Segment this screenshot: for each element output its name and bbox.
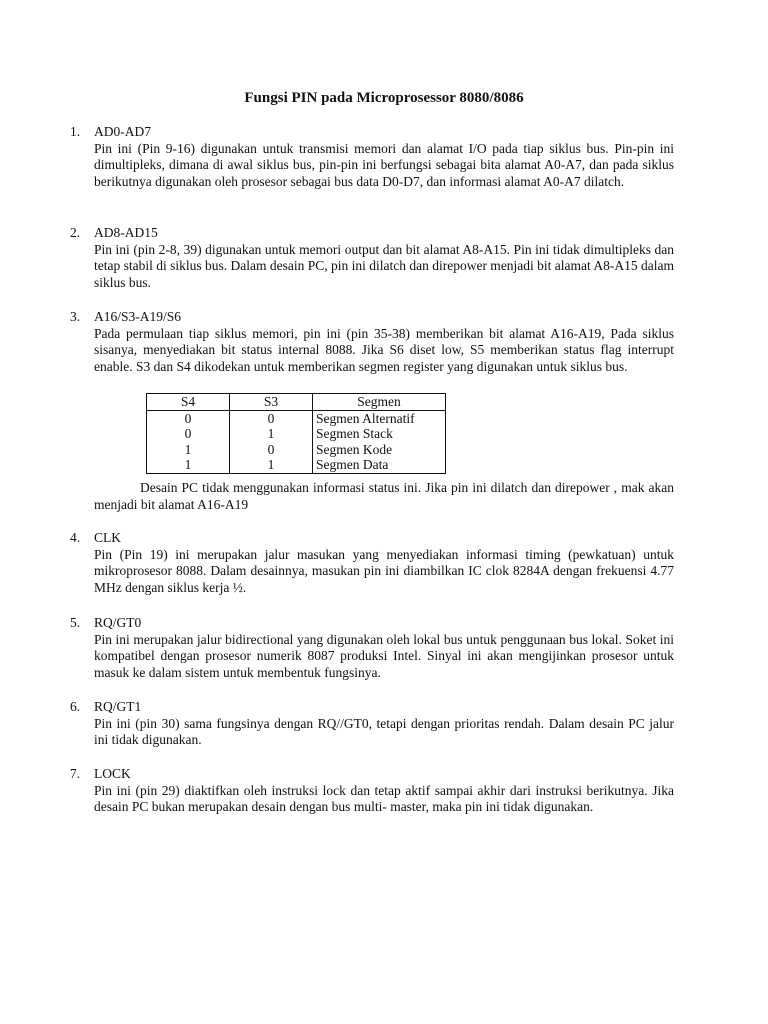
- table-cell: 0: [147, 410, 230, 426]
- table-cell: 0: [230, 410, 313, 426]
- item-number: 4.: [70, 530, 81, 545]
- item-number: 3.: [70, 309, 81, 324]
- table-row: [147, 426, 446, 442]
- column-header-s3: S3: [230, 394, 313, 411]
- page-title: Fungsi PIN pada Microprosessor 8080/8086: [244, 90, 524, 106]
- table-cell: 0: [147, 426, 230, 442]
- item-body: Pin (Pin 19) ini merupakan jalur masukan yang menyediakan informasi timing (pewkatuan) untuk mikroprosesor 8088. Dalam desainnya, masukan pin ini diambilkan IC clok 8284A dengan frekuensi 4.77 MHz dengan siklus kerja ½.: [94, 546, 674, 595]
- table-cell: Segmen Kode: [313, 442, 446, 458]
- item-number: 1.: [70, 124, 81, 139]
- item-body: Pin ini merupakan jalur bidirectional yang digunakan oleh lokal bus untuk penggunaan bus lokal. Soket ini kompatibel dengan prosesor numerik 8087 produksi Intel. Sinyal ini akan mengijinkan prosesor untuk masuk ke dalam sistem untuk membentuk fungsinya.: [94, 631, 674, 680]
- segment-table: [146, 393, 446, 474]
- table-row: [147, 442, 446, 458]
- item-heading: A16/S3-A19/S6: [94, 309, 182, 324]
- item-number: 2.: [70, 225, 81, 240]
- table-cell: 1: [147, 457, 230, 473]
- item-body: Pin ini (pin 2-8, 39) digunakan untuk memori output dan bit alamat A8-A15. Pin ini tidak dimultipleks dan tetap stabil di siklus bus. Dalam desain PC, pin ini dilatch dan direpower menjadi bit alamat A8-A15 dalam siklus bus.: [94, 241, 675, 290]
- column-header-segmen: Segmen: [313, 394, 446, 411]
- item-number: 5.: [70, 615, 81, 630]
- item-body-after-table: Desain PC tidak menggunakan informasi status ini. Jika pin ini dilatch dan direpower , mak akan menjadi bit alamat A16-A19: [94, 480, 674, 512]
- item-heading: RQ/GT1: [94, 699, 142, 714]
- item-number: 7.: [70, 766, 81, 781]
- table-row: [147, 457, 446, 473]
- item-number: 6.: [70, 699, 81, 714]
- table-cell: Segmen Stack: [313, 426, 446, 442]
- table-cell: 1: [230, 426, 313, 442]
- table-cell: 0: [230, 442, 313, 458]
- item-heading: AD8-AD15: [94, 225, 158, 240]
- item-heading: LOCK: [94, 766, 131, 781]
- item-heading: AD0-AD7: [94, 124, 151, 139]
- column-header-s4: S4: [147, 394, 230, 411]
- table-cell: 1: [147, 442, 230, 458]
- item-body: Pin ini (Pin 9-16) digunakan untuk transmisi memori dan alamat I/O pada tiap siklus bus. Pin-pin ini dimultipleks, dimana di awal siklus bus, pin-pin ini berfungsi sebagai bita alamat A0-A7, dan pada siklus berikutnya digunakan oleh prosesor sebagai bus data D0-D7, dan informasi alamat A0-A7 dilatch.: [94, 140, 674, 189]
- item-body: Pada permulaan tiap siklus memori, pin ini (pin 35-38) memberikan bit alamat A16-A19, Pada siklus sisanya, menyediakan bit status internal 8088. Jika S6 diset low, S5 memberikan status flag interrupt enable. S3 dan S4 dikodekan untuk memberikan segmen register yang digunakan untuk siklus bus.: [94, 325, 674, 374]
- table-cell: 1: [230, 457, 313, 473]
- item-body: Pin ini (pin 30) sama fungsinya dengan RQ//GT0, tetapi dengan prioritas rendah. Dalam desain PC jalur ini tidak digunakan.: [94, 715, 674, 748]
- item-heading: RQ/GT0: [94, 615, 142, 630]
- table-cell: Segmen Alternatif: [313, 410, 446, 426]
- table-cell: Segmen Data: [313, 457, 446, 473]
- item-heading: CLK: [94, 530, 121, 545]
- table-header-row: [147, 394, 446, 411]
- table-row: [147, 410, 446, 426]
- item-body: Pin ini (pin 29) diaktifkan oleh instruksi lock dan tetap aktif sampai akhir dari instruksi berikutnya. Jika desain PC bukan merupakan desain dengan bus multi- master, maka pin ini tidak digunakan.: [94, 782, 674, 815]
